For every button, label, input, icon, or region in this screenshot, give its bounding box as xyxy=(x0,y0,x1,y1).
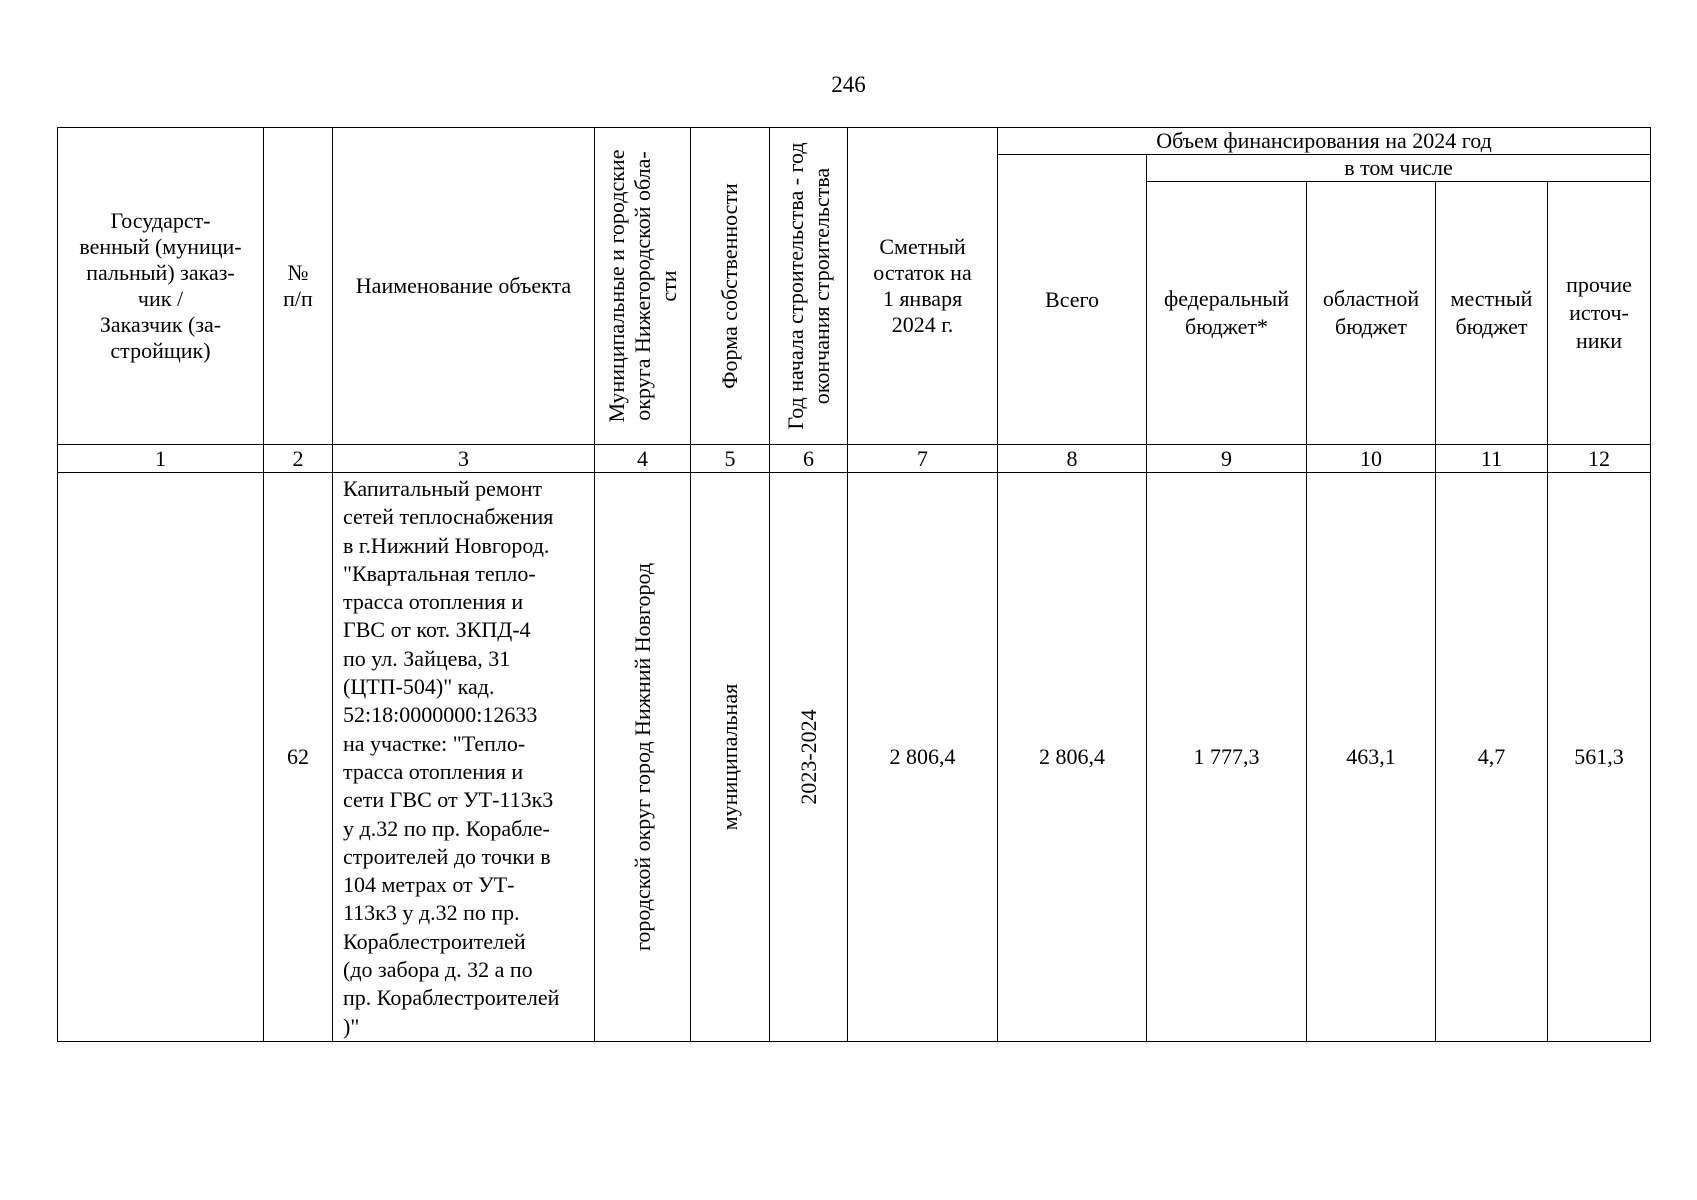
header-ownership-text: Форма собственности xyxy=(717,183,742,389)
column-number: 5 xyxy=(691,445,770,473)
row-customer xyxy=(58,473,264,1042)
header-object-name: Наименование объекта xyxy=(333,128,595,445)
header-years-text: Год начала строительства - год окончания строительства xyxy=(782,142,834,430)
row-regional: 463,1 xyxy=(1307,473,1436,1042)
row-municipality-text: городской округ город Нижний Новгород xyxy=(629,562,655,952)
column-number: 11 xyxy=(1436,445,1548,473)
column-number-row xyxy=(58,445,1651,473)
page-number: 246 xyxy=(831,72,866,97)
header-funding-volume: Объем финансирования на 2024 год xyxy=(998,128,1651,155)
row-local: 4,7 xyxy=(1436,473,1548,1042)
column-number: 9 xyxy=(1147,445,1307,473)
column-number: 12 xyxy=(1548,445,1651,473)
construction-table xyxy=(57,127,1651,1042)
header-estimate-balance: Сметный остаток на 1 января 2024 г. xyxy=(848,128,998,445)
column-number: 10 xyxy=(1307,445,1436,473)
row-municipality xyxy=(595,473,691,1042)
column-number: 2 xyxy=(264,445,333,473)
row-years-text: 2023-2024 xyxy=(795,709,821,805)
row-ownership xyxy=(691,473,770,1042)
header-other: прочие источ- ники xyxy=(1548,182,1651,445)
header-local: местный бюджет xyxy=(1436,182,1548,445)
row-federal: 1 777,3 xyxy=(1147,473,1307,1042)
header-municipalities xyxy=(595,128,691,445)
header-customer: Государст- венный (муници- пальный) заказ- чик / Заказчик (за- стройщик) xyxy=(58,128,264,445)
row-estimate-balance: 2 806,4 xyxy=(848,473,998,1042)
row-total: 2 806,4 xyxy=(998,473,1147,1042)
header-regional: областной бюджет xyxy=(1307,182,1436,445)
header-years xyxy=(770,128,848,445)
row-years xyxy=(770,473,848,1042)
table-row xyxy=(58,473,1651,1042)
header-number: № п/п xyxy=(264,128,333,445)
row-ownership-text: муниципальная xyxy=(717,683,742,831)
column-number: 6 xyxy=(770,445,848,473)
column-number: 4 xyxy=(595,445,691,473)
header-total: Всего xyxy=(998,155,1147,445)
column-number: 3 xyxy=(333,445,595,473)
column-number: 8 xyxy=(998,445,1147,473)
header-ownership xyxy=(691,128,770,445)
column-number: 1 xyxy=(58,445,264,473)
row-other: 561,3 xyxy=(1548,473,1651,1042)
column-number: 7 xyxy=(848,445,998,473)
header-municipalities-text: Муниципальные и городские округа Нижегородской обла-сти xyxy=(603,149,681,423)
row-number: 62 xyxy=(264,473,333,1042)
header-federal: федеральный бюджет* xyxy=(1147,182,1307,445)
row-object-name: Капитальный ремонт сетей теплоснабжения в г.Нижний Новгород. "Квартальная тепло- трасса отопления и ГВС от кот. ЗКПД-4 по ул. Зайцева, 31 (ЦТП-504)" кад. 52:18:0000000:12633 на участке: "Тепло- трасса отопления и сети ГВС от УТ-113к3 у д.32 по пр. Корабле- строителей до точки в 104 метрах от УТ- 113к3 у д.32 по пр. Кораблестроителей (до забора д. 32 а по пр. Кораблестроителей )" xyxy=(333,473,595,1042)
header-row-top xyxy=(58,128,1651,155)
header-including: в том числе xyxy=(1147,155,1651,182)
